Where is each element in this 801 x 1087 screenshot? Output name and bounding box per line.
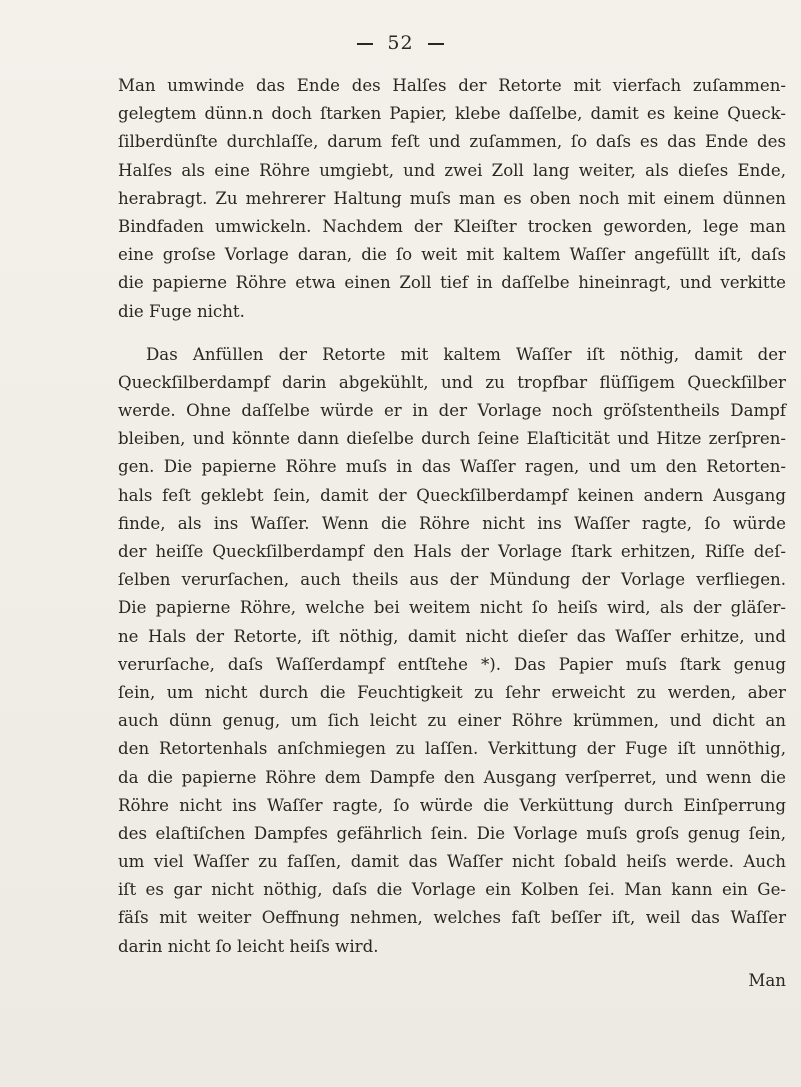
text-line: Man umwinde das Ende des Halſes der Retorte mit vierfach zuſammen- [118, 76, 786, 95]
text-line: den Retortenhals anſchmiegen zu laſſen. Verkittung der Fuge iſt unnöthig, [118, 739, 786, 759]
text-line: ne Hals der Retorte, iſt nöthig, damit nicht dieſer das Waſſer erhitze, und [118, 626, 786, 646]
text-line: fäſs mit weiter Oeffnung nehmen, welches faſt beſſer iſt, weil das Waſſer [118, 908, 786, 928]
text-line: die papierne Röhre etwa einen Zoll tief in daſſelbe hineinragt, und verkitte [118, 273, 786, 293]
text-line: herabragt. Zu mehrerer Haltung muſs man es oben noch mit einem dünnen [118, 188, 786, 208]
text-line: die Fuge nicht. [118, 301, 245, 321]
text-line: um viel Waſſer zu faſſen, damit das Waſſer nicht ſobald heiſs werde. Auch [118, 852, 786, 872]
text-line: des elaſtiſchen Dampfes gefährlich ſein. Die Vorlage muſs groſs genug ſein, [118, 823, 786, 843]
paragraph [118, 72, 786, 326]
catchword: Man [748, 970, 786, 990]
text-line: bleiben, und könnte dann dieſelbe durch ſeine Elaſticität und Hitze zerſpren- [118, 429, 786, 449]
text-line: gelegtem dünn.n doch ſtarken Papier, klebe daſſelbe, damit es keine Queck- [118, 104, 786, 124]
page-number: 52 [387, 32, 414, 54]
text-line: finde, als ins Waſſer. Wenn die Röhre nicht ins Waſſer ragte, ſo würde [118, 513, 786, 533]
text-line: Röhre nicht ins Waſſer ragte, ſo würde die Verküttung durch Einſperrung [118, 795, 786, 815]
text-line: Das Anfüllen der Retorte mit kaltem Waſſer iſt nöthig, damit der [146, 344, 786, 364]
paragraphs [118, 72, 786, 961]
text-line: Die papierne Röhre, welche bei weitem nicht ſo heiſs wird, als der gläſer- [118, 598, 786, 618]
text-line: eine groſse Vorlage daran, die ſo weit mit kaltem Waſſer angefüllt iſt, daſs [118, 245, 786, 265]
text-line: hals feſt geklebt ſein, damit der Queckſilberdampf keinen andern Ausgang [118, 485, 786, 505]
text-line: Halſes als eine Röhre umgiebt, und zwei Zoll lang weiter, als dieſes Ende, [118, 160, 786, 180]
text-line: gen. Die papierne Röhre muſs in das Waſſer ragen, und um den Retorten- [118, 457, 786, 477]
text-line: da die papierne Röhre dem Dampfe den Ausgang verſperret, und wenn die [118, 767, 786, 787]
text-line: iſt es gar nicht nöthig, daſs die Vorlage ein Kolben ſei. Man kann ein Ge- [118, 880, 786, 900]
paragraph [118, 341, 786, 961]
text-line: Queckſilberdampf darin abgekühlt, und zu tropfbar flüſſigem Queckſilber [118, 372, 786, 392]
text-line: auch dünn genug, um ſich leicht zu einer Röhre krümmen, und dicht an [118, 711, 786, 731]
text-line: darin nicht ſo leicht heiſs wird. [118, 936, 379, 956]
text-line: verurſache, daſs Waſſerdampf entſtehe *). Das Papier muſs ſtark genug [118, 654, 786, 674]
text-line: werde. Ohne daſſelbe würde er in der Vorlage noch gröſstentheils Dampf [118, 401, 786, 421]
text-line: der heiſſe Queckſilberdampf den Hals der Vorlage ſtark erhitzen, Riſſe deſ- [118, 542, 786, 561]
text-line: ſelben verurſachen, auch theils aus der Mündung der Vorlage verfliegen. [118, 570, 786, 590]
paragraph-gap [118, 326, 786, 341]
page-header [0, 32, 801, 54]
text-line: ſein, um nicht durch die Feuchtigkeit zu ſehr erweicht zu werden, aber [118, 682, 786, 702]
header-dash-right [428, 43, 444, 45]
header-dash-left [357, 43, 373, 45]
body-text [118, 72, 786, 995]
text-line: ſilberdünſte durchlaſſe, darum feſt und zuſammen, ſo daſs es das Ende des [118, 132, 786, 152]
text-line: Bindfaden umwickeln. Nachdem der Kleiſter trocken geworden, lege man [118, 216, 786, 236]
